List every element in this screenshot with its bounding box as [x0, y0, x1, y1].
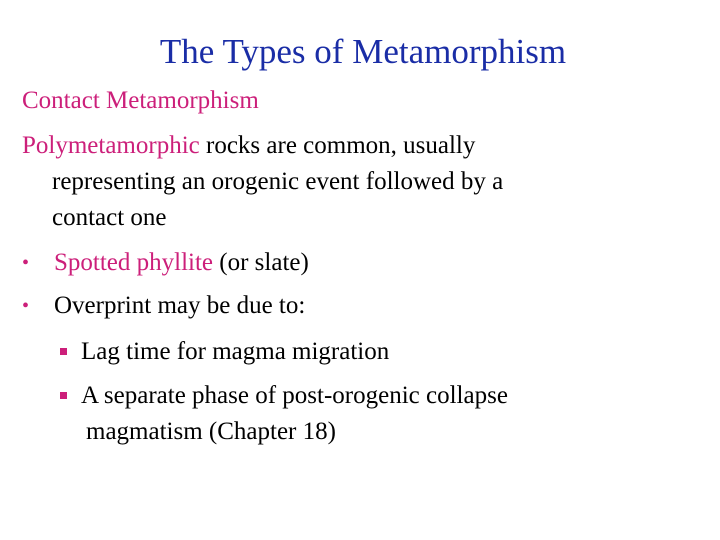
- sub-bullet-continuation: magmatism (Chapter 18): [86, 418, 336, 445]
- bullet-text: Overprint may be due to:: [54, 292, 306, 319]
- section-heading: Contact Metamorphism: [22, 87, 259, 114]
- bullet-highlight: Spotted phyllite: [54, 249, 214, 276]
- bullet-item: [22, 288, 305, 324]
- intro-line2: representing an orogenic event followed by a: [52, 168, 504, 195]
- bullet-text: (or slate): [213, 249, 309, 276]
- bullet-item: [22, 245, 309, 281]
- bullet-dot-icon: •: [22, 295, 30, 317]
- intro-line3: contact one: [52, 204, 167, 231]
- intro-paragraph: [22, 128, 662, 236]
- intro-line1-rest: rocks are common, usually: [199, 132, 476, 159]
- sub-bullet-text: Lag time for magma migration: [81, 338, 390, 365]
- sub-bullet-item: [60, 334, 389, 370]
- sub-bullet-text: A separate phase of post-orogenic collapse: [81, 382, 508, 409]
- sub-bullet-item: [60, 378, 508, 414]
- intro-highlight: Polymetamorphic: [22, 132, 200, 159]
- square-bullet-icon: [60, 348, 67, 355]
- bullet-dot-icon: •: [22, 252, 30, 274]
- square-bullet-icon: [60, 392, 67, 399]
- slide-title: The Types of Metamorphism: [159, 32, 567, 71]
